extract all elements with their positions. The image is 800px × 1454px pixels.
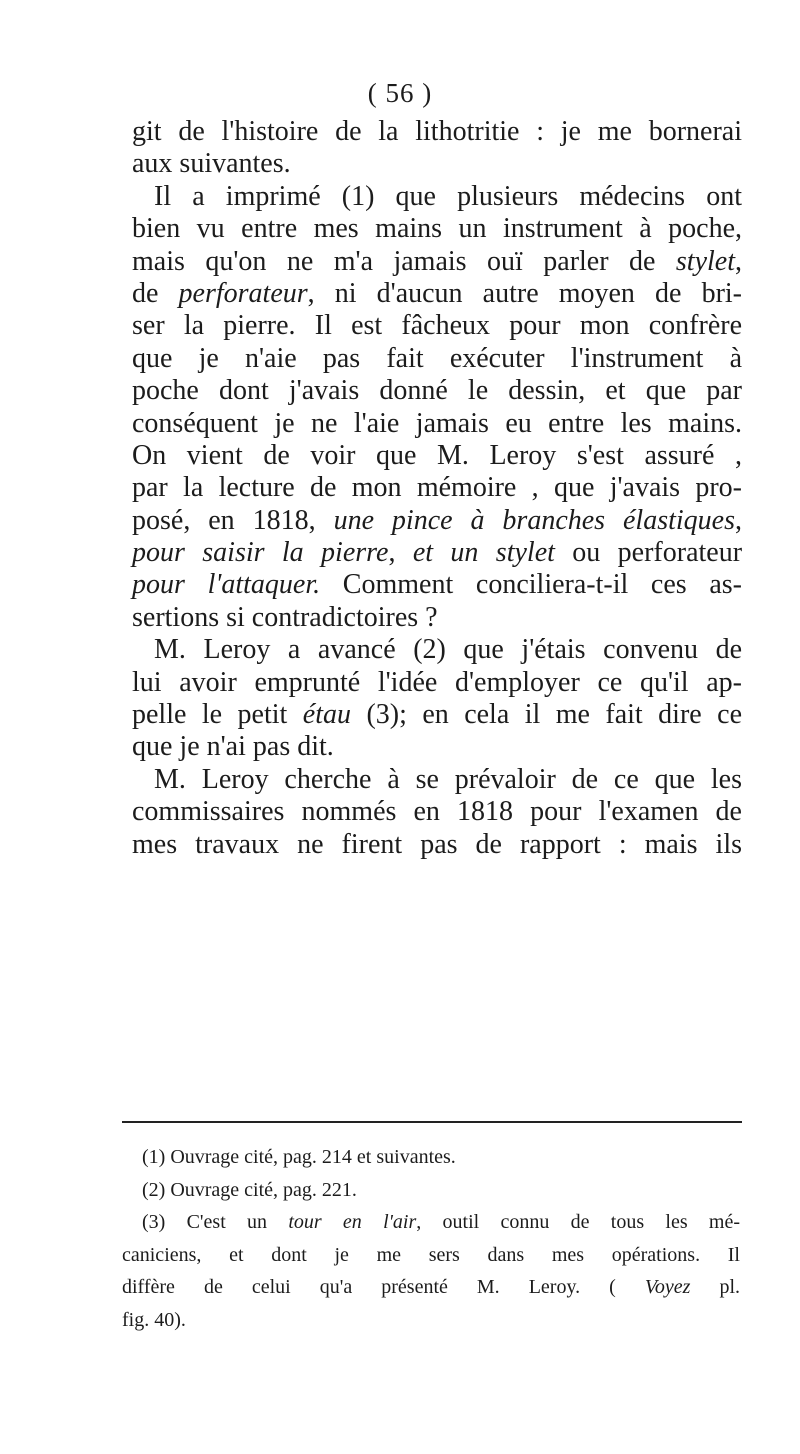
footnote-2: (2) Ouvrage cité, pag. 221. — [142, 1178, 357, 1201]
footnote-3-line — [122, 1271, 740, 1304]
text-line: sertions si contradictoires ? — [132, 601, 438, 633]
text-line: bien vu entre mes mains un instrument à poche, — [132, 213, 742, 245]
text-run: diffère de celui qu'a présenté M. Leroy. ( — [122, 1276, 645, 1298]
italic-term: une pince à branches élastiques — [333, 504, 735, 536]
text-line: M. Leroy cherche à se prévaloir de ce que les — [154, 763, 742, 795]
text-run: pl. — [690, 1276, 741, 1298]
text-line: On vient de voir que M. Leroy s'est assuré , — [132, 439, 742, 471]
text-line: poche dont j'avais donné le dessin, et que par — [132, 375, 742, 407]
text-line: git de l'histoire de la lithotritie : je me bornerai — [132, 116, 742, 147]
text-line — [132, 246, 742, 278]
italic-term: étau — [302, 699, 351, 731]
footnote-divider — [122, 1121, 742, 1123]
text-run: de — [132, 277, 179, 309]
text-run: , outil connu de tous les mé- — [416, 1211, 741, 1233]
text-line: commissaires nommés en 1818 pour l'examen de — [132, 796, 742, 828]
text-line — [132, 699, 742, 731]
text-line: par la lecture de mon mémoire , que j'avais pro- — [132, 472, 742, 504]
text-run: , ni d'aucun autre moyen de bri- — [307, 277, 743, 309]
text-line — [132, 505, 742, 537]
italic-term: Voyez — [644, 1276, 691, 1298]
text-run: (3); en cela il me fait dire ce — [350, 699, 743, 731]
text-run: pelle le petit — [132, 699, 303, 731]
text-line — [132, 537, 742, 569]
text-run: Comment conciliera-t-il ces as- — [320, 569, 743, 601]
footnotes — [122, 1141, 741, 1336]
page-number: ( 56 ) — [367, 78, 433, 108]
text-line: ser la pierre. Il est fâcheux pour mon confrère — [132, 310, 742, 342]
text-run: , — [735, 504, 742, 536]
text-run: ou perforateur — [554, 537, 743, 569]
footnote-1: (1) Ouvrage cité, pag. 214 et suivantes. — [142, 1146, 456, 1168]
italic-term: et un stylet — [412, 537, 555, 569]
text-line — [132, 278, 742, 310]
footnote-3 — [142, 1206, 740, 1239]
text-line: aux suivantes. — [132, 148, 291, 180]
italic-term: pour l'attaquer. — [132, 569, 321, 601]
text-line — [132, 569, 742, 601]
text-run: posé, en 1818, — [132, 504, 334, 536]
text-run: , — [388, 537, 413, 569]
footnote-3-line: fig. 40). — [122, 1308, 186, 1331]
text-run: mais qu'on ne m'a jamais ouï parler de — [132, 245, 676, 277]
italic-term: tour en l'air — [288, 1211, 417, 1233]
text-line: que je n'ai pas dit. — [132, 731, 334, 763]
text-line: lui avoir emprunté l'idée d'employer ce qu'il ap- — [132, 666, 742, 698]
text-line: conséquent je ne l'aie jamais eu entre les mains. — [132, 407, 742, 439]
italic-term: perforateur — [178, 277, 308, 309]
italic-term: stylet — [675, 245, 735, 277]
text-line: mes travaux ne firent pas de rapport : mais ils — [132, 828, 742, 860]
text-line: que je n'aie pas fait exécuter l'instrument à — [132, 342, 742, 374]
body-text — [132, 116, 742, 861]
text-line: M. Leroy a avancé (2) que j'étais convenu de — [154, 634, 742, 666]
text-run: , — [735, 245, 742, 277]
text-run: (3) C'est un — [142, 1211, 289, 1233]
italic-term: pour saisir la pierre — [132, 537, 389, 569]
footnote-3-line: caniciens, et dont je me sers dans mes opérations. Il — [122, 1243, 740, 1266]
text-line: Il a imprimé (1) que plusieurs médecins ont — [154, 180, 742, 212]
